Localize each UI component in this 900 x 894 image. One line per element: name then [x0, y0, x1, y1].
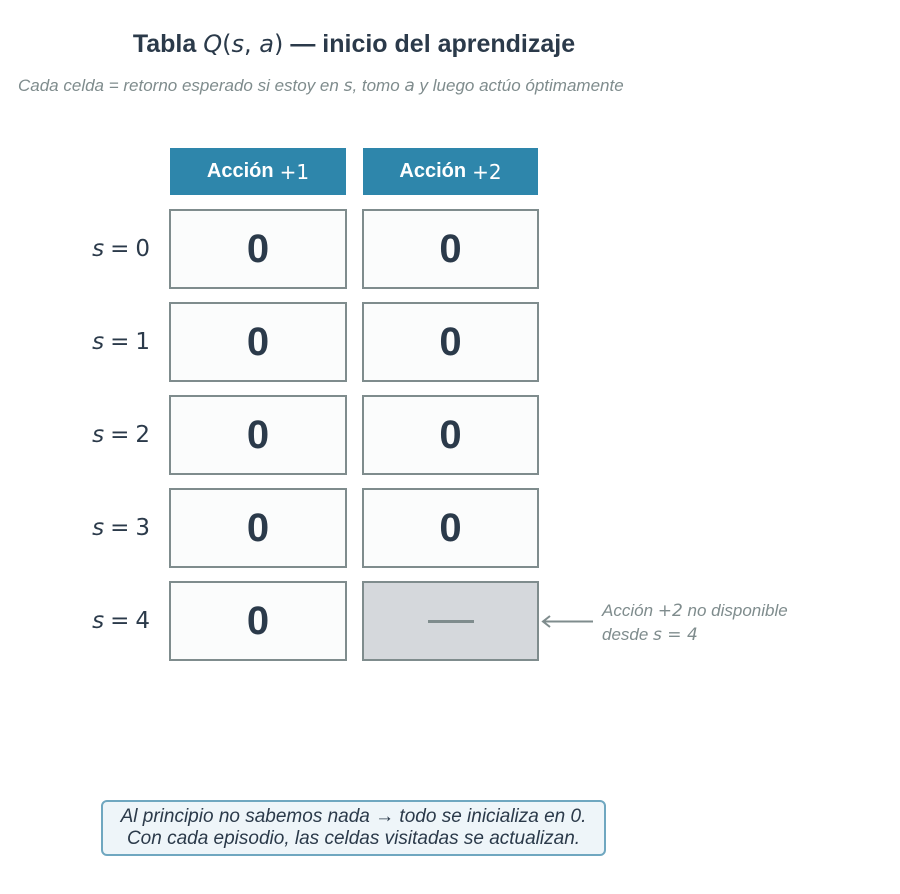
row-label-s2: s = 2: [92, 422, 150, 448]
arrow-left-icon: [540, 612, 598, 632]
q-cell-s1-a1: 0: [169, 302, 347, 382]
info-line-2: Con cada episodio, las celdas visitadas se actualizan.: [126, 828, 581, 849]
q-cell-s3-a2: 0: [362, 488, 539, 568]
title-prefix: Tabla: [132, 30, 197, 58]
page-title: [0, 30, 708, 59]
column-header-action-1: Acción +1: [170, 148, 346, 195]
subtitle: Cada celda = retorno esperado si estoy en s, tomo a y luego actúo óptimamente: [18, 76, 624, 96]
note-line-1: Acción +2 no disponible: [602, 601, 788, 621]
dash-icon: [428, 620, 474, 623]
q-cell-s0-a2: 0: [362, 209, 539, 289]
row-label-s3: s = 3: [92, 515, 150, 541]
row-label-s0: s = 0: [92, 236, 150, 262]
note-line-2: desde s = 4: [602, 625, 698, 645]
row-label-s1: s = 1: [92, 329, 150, 355]
info-box: [101, 800, 606, 856]
row-label-s4: s = 4: [92, 608, 150, 634]
unavailable-note: [602, 599, 788, 647]
q-cell-s4-a1: 0: [169, 581, 347, 661]
q-cell-s3-a1: 0: [169, 488, 347, 568]
q-cell-s4-a2-unavailable: [362, 581, 539, 661]
q-cell-s2-a2: 0: [362, 395, 539, 475]
info-line-1: Al principio no sabemos nada → todo se inicializa en 0.: [120, 806, 587, 827]
title-q-function: Q(s, a): [203, 30, 284, 58]
q-cell-s1-a2: 0: [362, 302, 539, 382]
title-suffix: — inicio del aprendizaje: [290, 30, 576, 58]
q-cell-s2-a1: 0: [169, 395, 347, 475]
q-cell-s0-a1: 0: [169, 209, 347, 289]
column-header-action-2: Acción +2: [363, 148, 538, 195]
